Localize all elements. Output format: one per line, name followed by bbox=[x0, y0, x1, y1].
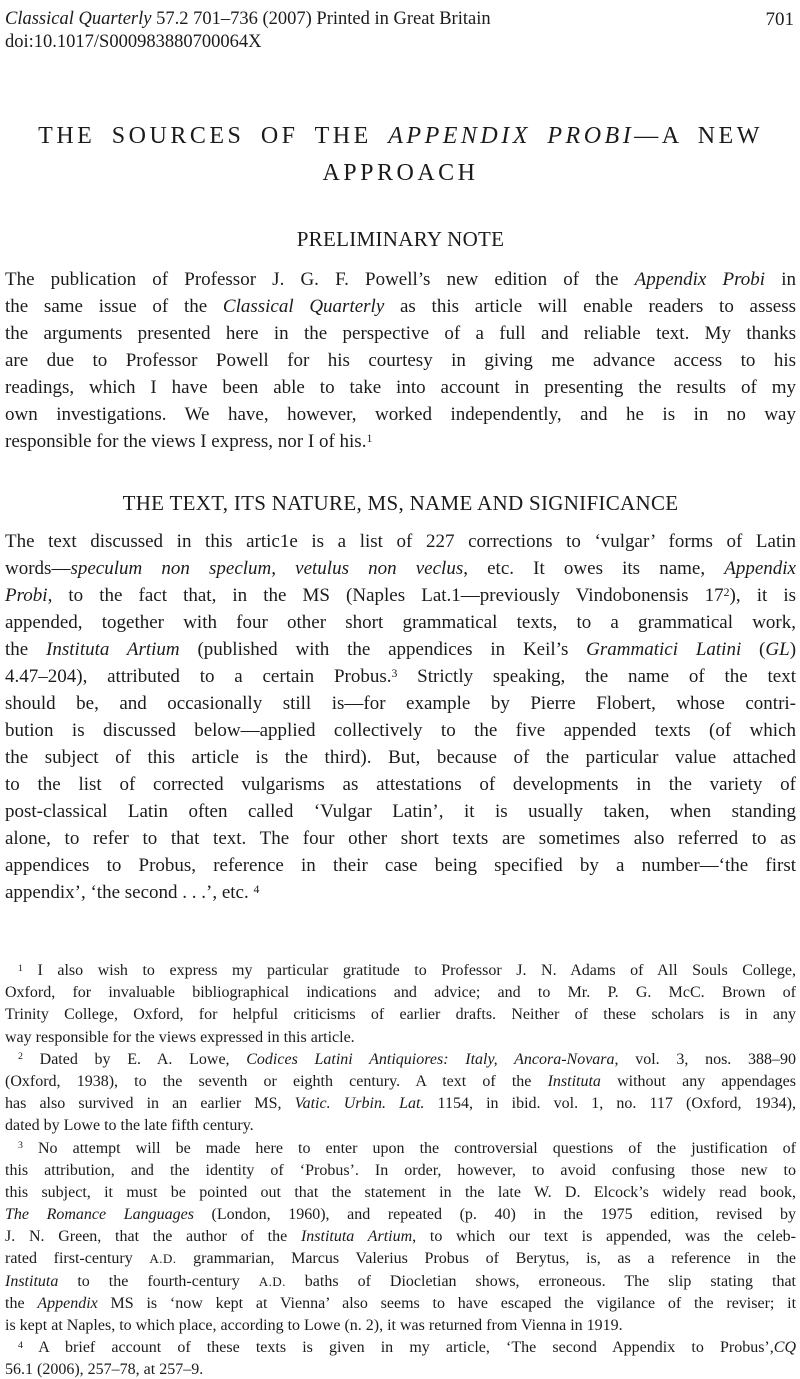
text-line: 4.47–204), attributed to a certain Probus.$^3$ Strictly speaking, the name of the text bbox=[5, 666, 796, 687]
text-line: appendix’, ‘the second . . .’, etc. $^4$ bbox=[5, 882, 260, 903]
running-head-left bbox=[5, 8, 491, 54]
text-line: are due to Professor Powell for his courtesy in giving me advance access to his bbox=[5, 350, 796, 371]
text-line: words—speculum non speclum, vetulus non veclus, etc. It owes its name, Appendix bbox=[5, 558, 796, 579]
doi-line: doi:10.1017/S000983880700064X bbox=[5, 32, 262, 52]
text-line: the Instituta Artium (published with the appendices in Keil’s Grammatici Latini (GL) bbox=[5, 639, 796, 660]
text-line: The publication of Professor J. G. F. Powell’s new edition of the Appendix Probi in bbox=[5, 269, 796, 290]
text-line: rated first-century A.D. grammarian, Marcus Valerius Probus of Berytus, is, as a reference in the bbox=[5, 1250, 796, 1268]
running-head bbox=[5, 8, 796, 54]
text-line: $^4$ A brief account of these texts is given in my article, ‘The second Appendix to Probus’,CQ bbox=[18, 1339, 796, 1357]
text-line: dated by Lowe to the late fifth century. bbox=[5, 1117, 254, 1135]
text-line: readings, which I have been able to take into account in presenting the results of my bbox=[5, 377, 796, 398]
text-line: the Appendix MS is ‘now kept at Vienna’ also seems to have escaped the vigilance of the reviser; it bbox=[5, 1294, 796, 1312]
text-line: the subject of this article is the third). But, because of the particular value attached bbox=[5, 747, 796, 768]
text-line: The text discussed in this artic1e is a list of 227 corrections to ‘vulgar’ forms of Latin bbox=[5, 531, 796, 552]
paragraph-preliminary-note bbox=[5, 266, 796, 455]
text-line: this subject, it must be pointed out that the statement in the late W. D. Elcock’s widely read book, bbox=[5, 1183, 796, 1201]
text-line: responsible for the views I express, nor I of his.$^1$ bbox=[5, 431, 373, 452]
footnotes-block bbox=[5, 960, 796, 1379]
text-line: alone, to refer to that text. The four other short texts are sometimes also referred to as bbox=[5, 828, 796, 849]
text-line: appended, together with four other short grammatical texts, to a grammatical work, bbox=[5, 612, 796, 633]
text-line: 56.1 (2006), 257–78, at 257–9. bbox=[5, 1361, 204, 1379]
paragraph-text-nature bbox=[5, 528, 796, 906]
text-line: the same issue of the Classical Quarterly as this article will enable readers to assess bbox=[5, 296, 796, 317]
text-line: appendices to Probus, reference in their case being specified by a number—‘the first bbox=[5, 855, 796, 876]
text-line: J. N. Green, that the author of the Instituta Artium, to which our text is appended, was the celeb- bbox=[5, 1228, 796, 1246]
text-line: APPROACH bbox=[322, 160, 479, 186]
article-title bbox=[5, 118, 796, 192]
text-line: The Romance Languages (London, 1960), and repeated (p. 40) in the 1975 edition, revised by bbox=[5, 1206, 796, 1224]
text-line: bution is discussed below—applied collectively to the five appended texts (of which bbox=[5, 720, 796, 741]
text-line: $^2$ Dated by E. A. Lowe, Codices Latini Antiquiores: Italy, Ancora-Novara, vol. 3, nos. 388–90 bbox=[18, 1050, 796, 1068]
text-line: way responsible for the views expressed in this article. bbox=[5, 1028, 355, 1046]
text-line: Trinity College, Oxford, for helpful criticisms of earlier drafts. Neither of these scholars is in any bbox=[5, 1006, 796, 1024]
text-line: own investigations. We have, however, worked independently, and he is in no way bbox=[5, 404, 796, 425]
text-line: $^1$ I also wish to express my particular gratitude to Professor J. N. Adams of All Souls College, bbox=[18, 962, 796, 979]
text-line: Instituta to the fourth-century A.D. baths of Diocletian shows, erroneous. The slip stating that bbox=[5, 1272, 796, 1290]
text-line: post-classical Latin often called ‘Vulgar Latin’, it is usually taken, when standing bbox=[5, 801, 796, 822]
section-heading-text-nature: THE TEXT, ITS NATURE, MS, NAME AND SIGNIFICANCE bbox=[122, 491, 679, 515]
text-line: Probi, to the fact that, in the MS (Naples Lat.1—previously Vindobonensis $17^2$), it is bbox=[5, 585, 796, 606]
text-line: this attribution, and the identity of ‘Probus’. In order, however, to avoid confusing those new to bbox=[5, 1161, 796, 1179]
text-line: the arguments presented here in the perspective of a full and reliable text. My thanks bbox=[5, 323, 796, 344]
text-line: (Oxford, 1938), to the seventh or eighth century. A text of the Instituta without any appendages bbox=[5, 1072, 796, 1090]
footnote-2 bbox=[5, 1049, 796, 1138]
section-heading-preliminary-note: PRELIMINARY NOTE bbox=[296, 227, 505, 251]
footnote-3 bbox=[5, 1138, 796, 1338]
footnote-1 bbox=[5, 960, 796, 1049]
text-line: $^3$ No attempt will be made here to enter upon the controversial questions of the justification of bbox=[18, 1139, 796, 1157]
journal-citation: Classical Quarterly 57.2 701–736 (2007) Printed in Great Britain bbox=[5, 9, 491, 29]
page-number: 701 bbox=[765, 9, 794, 30]
text-line: has also survived in an earlier MS, Vatic. Urbin. Lat. 1154, in ibid. vol. 1, no. 117 (Oxford, 1934), bbox=[5, 1095, 796, 1113]
text-line: to the list of corrected vulgarisms as attestations of developments in the variety of bbox=[5, 774, 796, 795]
text-line: should be, and occasionally still is—for example by Pierre Flobert, whose contri- bbox=[5, 693, 796, 714]
footnote-4 bbox=[5, 1337, 796, 1379]
text-line: THE SOURCES OF THE APPENDIX PROBI—A NEW bbox=[38, 123, 763, 149]
text-line: Oxford, for invaluable bibliographical indications and advice; and to Mr. P. G. McC. Brown of bbox=[5, 984, 796, 1002]
text-line: is kept at Naples, to which place, according to Lowe (n. 2), it was returned from Vienna in 1919. bbox=[5, 1317, 623, 1334]
